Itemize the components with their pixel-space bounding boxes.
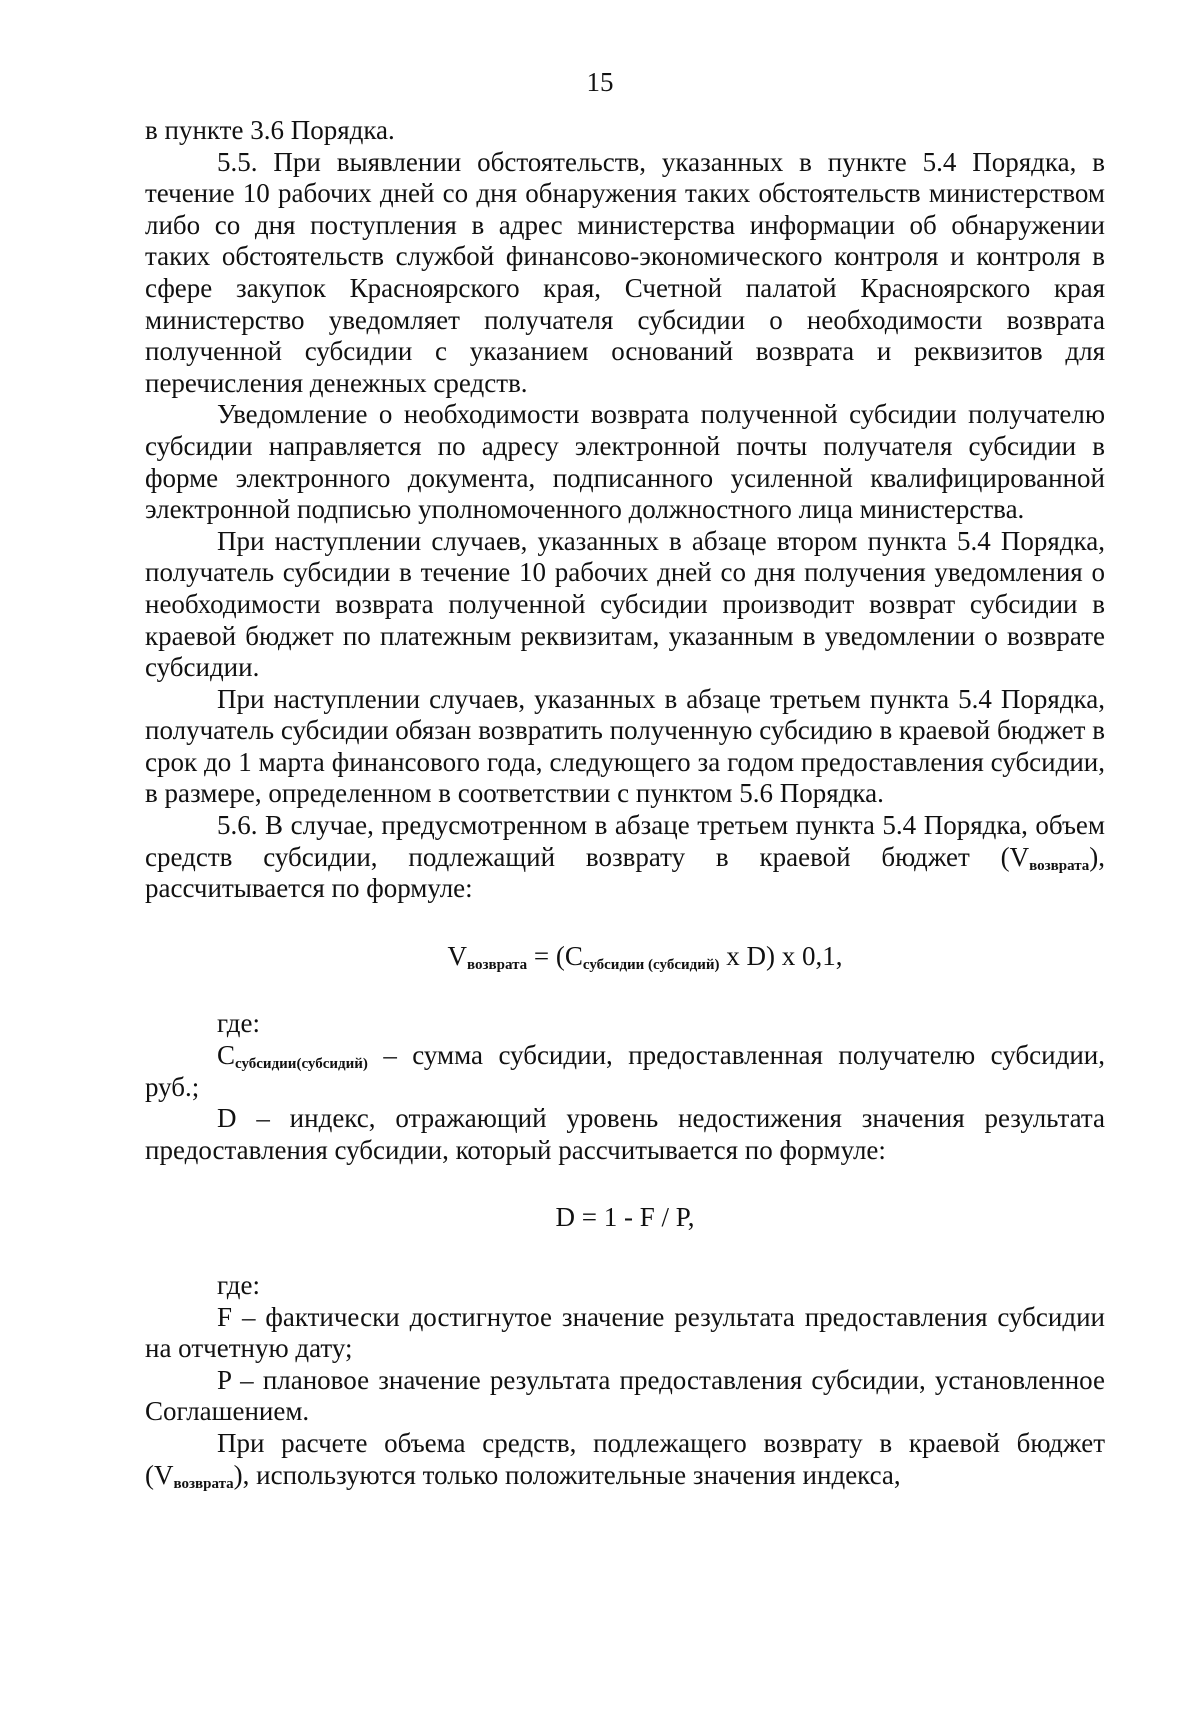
definition-c: [145, 1040, 1105, 1103]
definition-f: F – фактически достигнутое значение результата предоставления субсидии на отчетную дату;: [145, 1301, 1105, 1364]
definition-d: D – индекс, отражающий уровень недостижения значения результата предоставления субсидии, который рассчитывается по формуле:: [145, 1103, 1105, 1165]
paragraph-5-6-tail: ), рассчитывается по формуле:: [145, 841, 1105, 904]
positive-values-tail: ), используются только положительные значения индекса,: [233, 1459, 901, 1490]
formula-rest: x D) x 0,1,: [719, 940, 843, 971]
definition-c-subscript: субсидии(субсидий): [235, 1056, 368, 1073]
paragraph-continuation: в пункте 3.6 Порядка.: [145, 115, 395, 145]
paragraph-case-third: При наступлении случаев, указанных в абзаце третьем пункта 5.4 Порядка, получатель субсидии обязан возвратить полученную субсидию в краевой бюджет в срок до 1 марта финансового года, следующего за годом предоставления субсидии, в размере, определенном в соответствии с пунктом 5.6 Порядка.: [145, 683, 1105, 809]
paragraph-5-6: [145, 810, 1105, 905]
paragraph-5-6-main: 5.6. В случае, предусмотренном в абзаце третьем пункта 5.4 Порядка, объем средств субсидии, подлежащий возврату в краевой бюджет (V: [145, 810, 1105, 872]
paragraph-5-6-subscript: возврата: [1029, 857, 1090, 874]
where-label-1: где:: [217, 1008, 260, 1039]
page-number: 15: [586, 67, 614, 97]
formula-v-return: [145, 941, 1105, 973]
formula-v-subscript: возврата: [467, 956, 528, 973]
positive-values-main: При расчете объема средств, подлежащего возврату в краевой бюджет (V: [145, 1427, 1105, 1490]
formula-eq-open: = (С: [527, 940, 583, 971]
document-body: [145, 115, 1105, 1491]
formula-d-index: D = 1 - F / P,: [555, 1202, 695, 1233]
positive-values-subscript: возврата: [173, 1475, 234, 1492]
definition-c-symbol: С: [217, 1040, 236, 1071]
formula-v-symbol: V: [447, 940, 467, 971]
paragraph-positive-values: [145, 1428, 1105, 1491]
paragraph-case-second: При наступлении случаев, указанных в абзаце втором пункта 5.4 Порядка, получатель субсидии в течение 10 рабочих дней со дня получения уведомления о необходимости возврата полученной субсидии производит возврат субсидии в краевой бюджет по платежным реквизитам, указанным в уведомлении о возврате субсидии.: [145, 525, 1105, 683]
definition-c-text: – сумма субсидии, предоставленная получателю субсидии, руб.;: [145, 1040, 1105, 1102]
where-label-2: где:: [217, 1270, 260, 1300]
formula-c-subscript: субсидии (субсидий): [582, 956, 720, 973]
paragraph-5-5: 5.5. При выявлении обстоятельств, указанных в пункте 5.4 Порядка, в течение 10 рабочих дней со дня обнаружения таких обстоятельств министерством либо со дня поступления в адрес министерства информации об обнаружении таких обстоятельств службой финансово-экономического контроля и контроля в сфере закупок Красноярского края, Счетной палатой Красноярского края министерство уведомляет получателя субсидии о необходимости возврата полученной субсидии с указанием оснований возврата и реквизитов для перечисления денежных средств.: [145, 146, 1105, 398]
definition-p: P – плановое значение результата предоставления субсидии, установленное Соглашением.: [145, 1364, 1105, 1427]
paragraph-notification: Уведомление о необходимости возврата полученной субсидии получателю субсидии направляется по адресу электронной почты получателя субсидии в форме электронного документа, подписанного усиленной квалифицированной электронной подписью уполномоченного должностного лица министерства.: [145, 399, 1105, 525]
